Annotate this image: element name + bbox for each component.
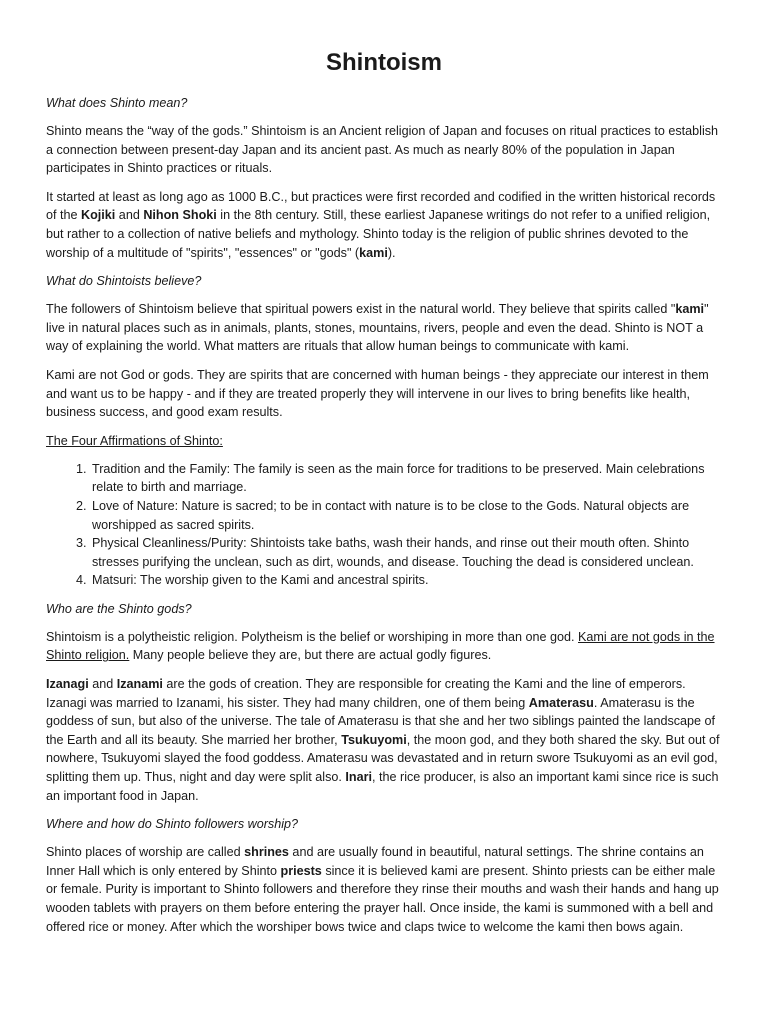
list-item: 4. Matsuri: The worship given to the Kami and ancestral spirits.: [90, 571, 722, 590]
affirmations-heading: The Four Affirmations of Shinto:: [46, 433, 223, 448]
question-heading: Where and how do Shinto followers worship?: [46, 817, 299, 832]
paragraph: Shintoism is a polytheistic religion. Polytheism is the belief or worshiping in more than one god. Kami are not gods in the Shinto religion. Many people believe they are, but there are actual godly figures.: [46, 629, 715, 663]
paragraph: Shinto places of worship are called shrines and are usually found in beautiful, natural settings. The shrine contains an Inner Hall which is only entered by Shinto priests since it is believed kami are present. Shinto priests can be either male or female. Purity is important to Shinto followers and therefore they rinse their mouths and wash their hands and hang up wooden tablets with prayers on them before entering the prayer hall. Once inside, the kami is summoned with a bell and offered rice or money. After which the worshiper bows twice and claps twice to welcome the kami then bows again.: [46, 845, 719, 934]
list-item: 2. Love of Nature: Nature is sacred; to be in contact with nature is to be close to the Gods. Natural objects are worshipped as sacred spirits.: [90, 497, 722, 534]
paragraph: Kami are not God or gods. They are spirits that are concerned with human beings - they appreciate our interest in them and want us to be happy - and if they are treated properly they will intervene in our lives to bring benefits like health, business success, and good exam results.: [46, 367, 709, 420]
paragraph: The followers of Shintoism believe that spiritual powers exist in the natural world. They believe that spirits called "kami" live in natural places such as in animals, plants, stones, mountains, rivers, people and even the dead. Shinto is NOT a way of explaining the world. What matters are rituals that allow human beings to communicate with kami.: [46, 302, 709, 354]
page-title: Shintoism: [325, 49, 442, 76]
affirmations-list: [46, 460, 722, 590]
list-item: 3. Physical Cleanliness/Purity: Shintoists take baths, wash their hands, and rinse out their mouth often. Shinto stresses purifying the unclean, such as dirt, wounds, and disease. Touching the dead is considered unclean.: [90, 534, 722, 571]
paragraph: Shinto means the “way of the gods.” Shintoism is an Ancient religion of Japan and focuses on ritual practices to establish a connection between present-day Japan and its ancient past. As much as nearly 80% of the population in Japan participates in Shinto practices or rituals.: [46, 124, 719, 176]
question-heading: Who are the Shinto gods?: [46, 601, 192, 616]
question-heading: What do Shintoists believe?: [46, 274, 202, 289]
paragraph: Izanagi and Izanami are the gods of creation. They are responsible for creating the Kami and the line of emperors. Izanagi was married to Izanami, his sister. They had many children, one of them being Amaterasu. Amaterasu is the goddess of sun, but also of the universe. The tale of Amaterasu is that she and her two siblings painted the landscape of the Earth and all its beauty. She married her brother, Tsukuyomi, the moon god, and they both shared the sky. But out of nowhere, Tsukuyomi slayed the food goddess. Amaterasu was devastated and in return swore Tsukuyomi as an evil god, splitting them up. Thus, night and day were split also. Inari, the rice producer, is also an important kami since rice is such an important food in Japan.: [46, 677, 720, 803]
question-heading: What does Shinto mean?: [46, 96, 188, 110]
paragraph: It started at least as long ago as 1000 B.C., but practices were first recorded and codified in the written historical records of the Kojiki and Nihon Shoki in the 8th century. Still, these earliest Japanese writings do not refer to a unified religion, but rather to a collection of native beliefs and mythology. Shinto today is the religion of public shrines devoted to the worship of a multitude of "spirits", "essences" or "gods" (kami).: [46, 189, 716, 260]
list-item: 1. Tradition and the Family: The family is seen as the main force for traditions to be preserved. Main celebrations relate to birth and marriage.: [90, 460, 722, 497]
